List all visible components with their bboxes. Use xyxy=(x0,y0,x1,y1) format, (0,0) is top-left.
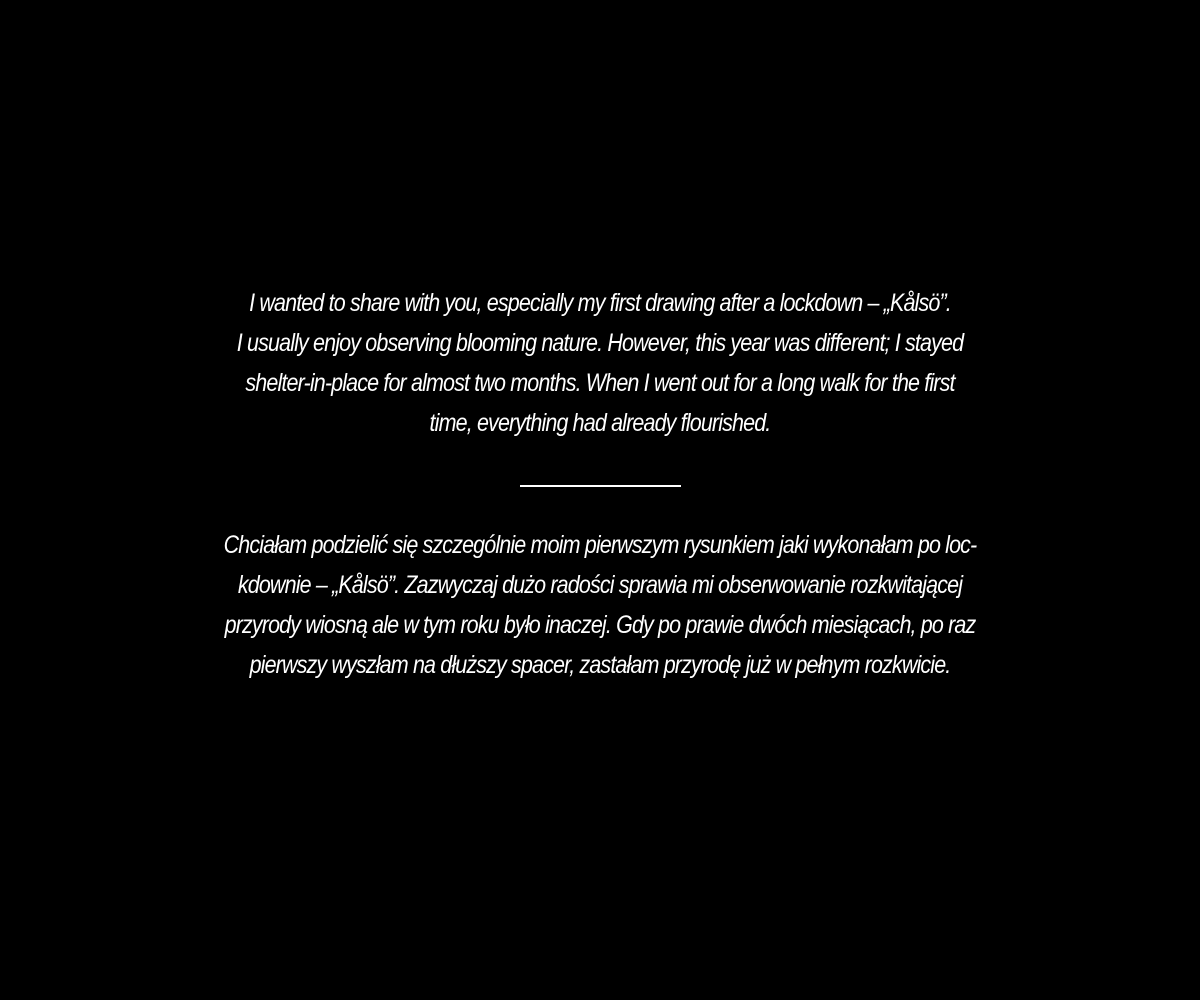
polish-line-3: przyrody wiosną ale w tym roku było inaczej. Gdy po prawie dwóch miesiącach, po raz xyxy=(224,611,976,639)
polish-line-2: kdownie – „Kålsö”. Zazwyczaj dużo radości sprawia mi obserwowanie rozkwitającej xyxy=(237,571,963,599)
english-paragraph xyxy=(84,283,1116,443)
english-line-4: time, everything had already flourished. xyxy=(429,409,771,437)
polish-paragraph xyxy=(84,525,1116,685)
english-line-1: I wanted to share with you, especially my first drawing after a lockdown – „Kålsö”. xyxy=(249,289,951,317)
english-line-3: shelter-in-place for almost two months. When I went out for a long walk for the first xyxy=(245,369,955,397)
polish-line-4: pierwszy wyszłam na dłuższy spacer, zastałam przyrodę już w pełnym rozkwicie. xyxy=(249,651,951,679)
polish-line-1: Chciałam podzielić się szczególnie moim pierwszym rysunkiem jaki wykonałam po loc- xyxy=(223,531,977,559)
english-line-2: I usually enjoy observing blooming nature. However, this year was different; I stayed xyxy=(236,329,964,357)
section-divider xyxy=(520,485,681,487)
